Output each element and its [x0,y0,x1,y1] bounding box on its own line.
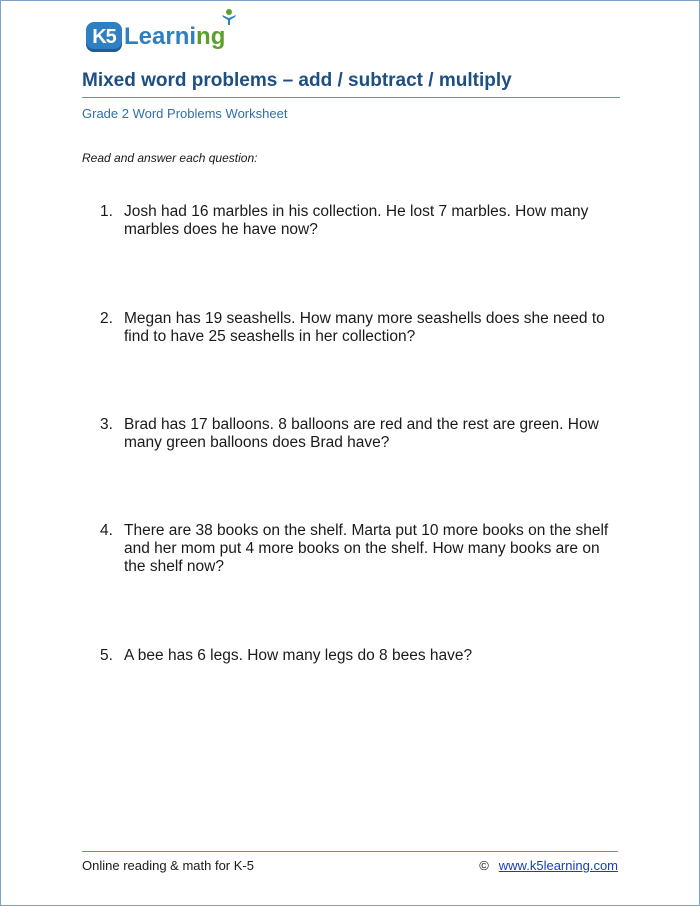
page-title: Mixed word problems – add / subtract / multiply [82,70,512,91]
question-number: 2. [100,310,113,327]
header-divider [82,97,620,98]
question-text: Megan has 19 seashells. How many more seashells does she need to find to have 25 seashells in her collection? [124,310,605,345]
logo-text-main: Learni [124,23,197,50]
question-item [100,522,620,576]
question-item [100,310,620,346]
question-number: 4. [100,522,113,539]
question-number: 5. [100,647,113,664]
instructions: Read and answer each question: [82,151,258,165]
k5-learning-logo[interactable] [86,14,225,52]
question-text: Josh had 16 marbles in his collection. He lost 7 marbles. How many marbles does he have now? [124,203,589,238]
logo-text-end: ng [196,23,226,50]
question-item [100,203,620,239]
page-subtitle: Grade 2 Word Problems Worksheet [82,106,288,121]
question-text: A bee has 6 legs. How many legs do 8 bees have? [124,647,473,664]
copyright-symbol: © [479,858,489,873]
footer-tagline: Online reading & math for K-5 [82,858,254,873]
question-text: There are 38 books on the shelf. Marta put 10 more books on the shelf and her mom put 4 more books on the shelf. How many books are on the shelf now? [124,522,609,575]
question-number: 3. [100,416,113,433]
question-number: 1. [100,203,113,220]
website-link[interactable]: www.k5learning.com [498,858,618,873]
logo-wordmark [124,22,225,52]
footer-divider [82,851,618,852]
question-item [100,416,620,452]
question-text: Brad has 17 balloons. 8 balloons are red and the rest are green. How many green balloons does Brad have? [124,416,599,451]
footer-credit [479,858,618,873]
person-icon [220,8,238,26]
question-item [100,647,620,665]
logo-badge: K5 [86,22,122,52]
